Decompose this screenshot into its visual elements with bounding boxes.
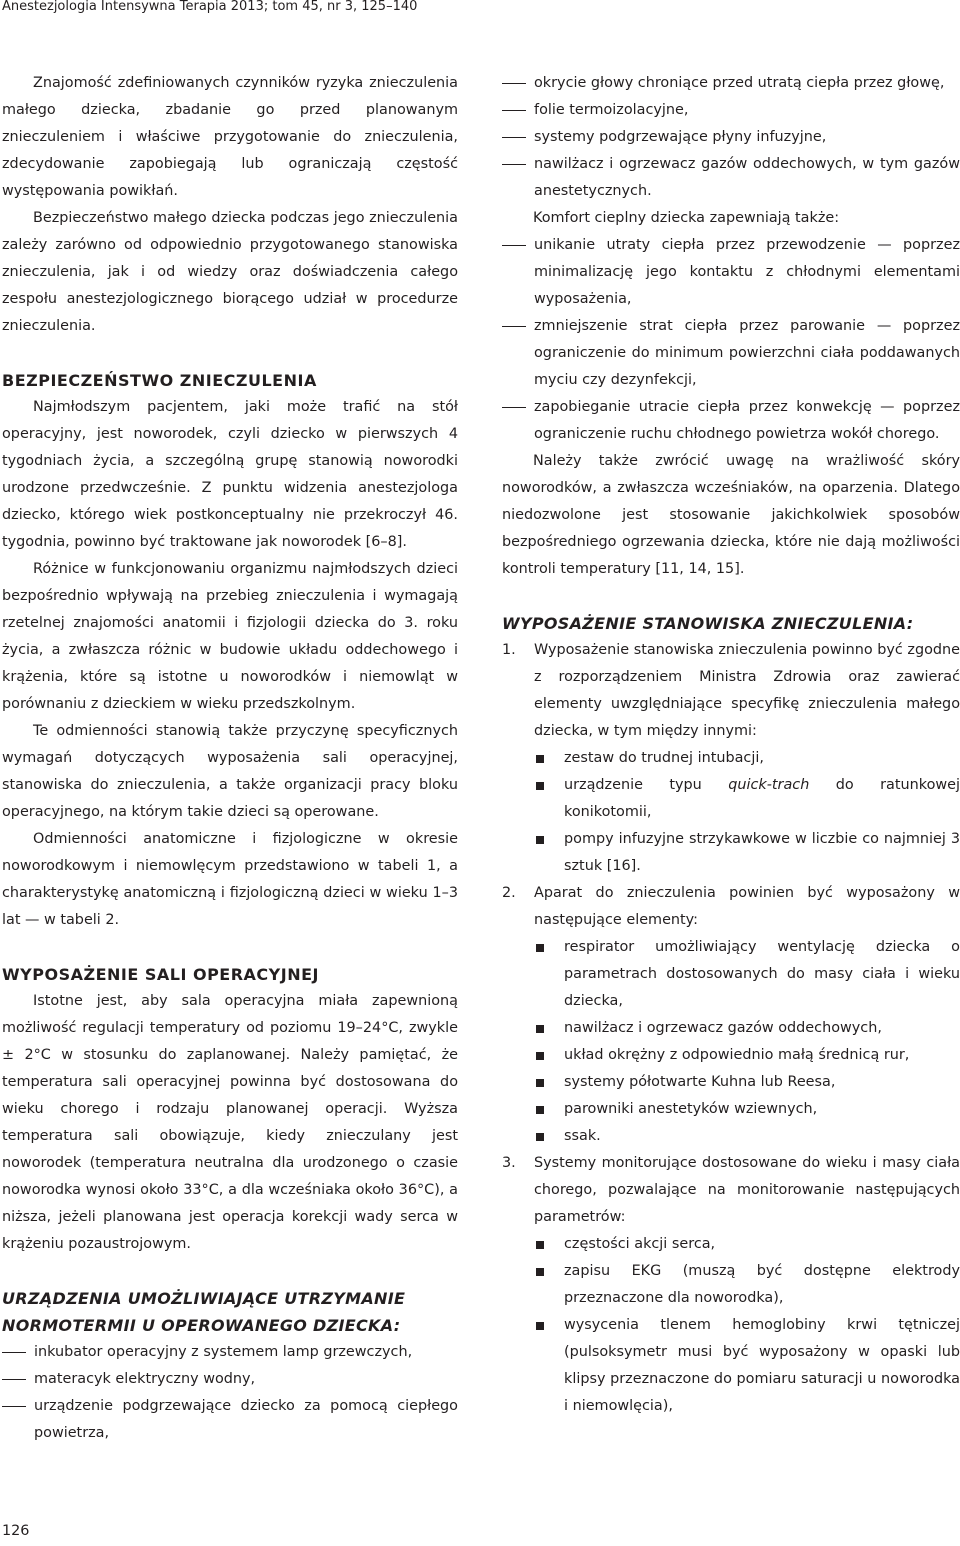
paragraph: Znajomość zdefiniowanych czynników ryzyka znieczulenia małego dziecka, zbadanie go przed planowanym znieczuleniem i właściwe przygotowanie do znieczulenia, zdecydowanie zapobiegają lub ograniczają częstość występowania powikłań. xyxy=(2,75,458,199)
dash-list xyxy=(502,232,960,448)
list-item: nawilżacz i ogrzewacz gazów oddechowych, w tym gazów anestetycznych. xyxy=(502,151,960,205)
bullet-list xyxy=(534,1231,960,1420)
item-number: 2. xyxy=(502,885,516,901)
numbered-list xyxy=(502,637,960,1420)
list-item: zmniejszenie strat ciepła przez parowanie — poprzez ograniczenie do minimum powierzchni ciała poddawanych myciu czy dezynfekcji, xyxy=(502,313,960,394)
item-number: 1. xyxy=(502,642,516,658)
numbered-item xyxy=(502,880,960,1150)
item-text: Systemy monitorujące dostosowane do wieku i masy ciała chorego, pozwalające na monitorowanie następujących parametrów: xyxy=(534,1155,960,1225)
numbered-item xyxy=(502,637,960,880)
bullet-item: systemy półotwarte Kuhna lub Reesa, xyxy=(534,1069,960,1096)
paragraph: Najmłodszym pacjentem, jaki może trafić na stół operacyjny, jest noworodek, czyli dziecko w pierwszych 4 tygodniach życia, a szczególną grupę stanowią noworodki urodzone przedwcześnie. Z punktu widzenia anestezjologa dziecko, którego wiek postkonceptualny nie przekroczył 46. tygodnia, powinno być traktowane jak noworodek [6–8]. xyxy=(2,399,458,550)
journal-header: Anestezjologia Intensywna Terapia 2013; tom 45, nr 3, 125–140 xyxy=(2,0,418,14)
bullet-text: do ratunkowej konikotomii, xyxy=(564,777,960,820)
section-heading: BEZPIECZEŃSTWO ZNIECZULENIA xyxy=(2,371,317,390)
item-text: Wyposażenie stanowiska znieczulenia powinno być zgodne z rozporządzeniem Ministra Zdrowia oraz zawierać elementy uwzględniające specyfikę znieczulenia małego dziecka, w tym między innymi: xyxy=(534,642,960,739)
bullet-item: układ okrężny z odpowiednio małą średnicą rur, xyxy=(534,1042,960,1069)
bullet-item: respirator umożliwiający wentylację dziecka o parametrach dostosowanych do masy ciała i wieku dziecka, xyxy=(534,934,960,1015)
bullet-item: wysycenia tlenem hemoglobiny krwi tętniczej (pulsoksymetr musi być wyposażony w opaski lub klipsy przeznaczone do pomiaru saturacji u noworodka i niemowlęcia), xyxy=(534,1312,960,1420)
bullet-item: zestaw do trudnej intubacji, xyxy=(534,745,960,772)
paragraph: Należy także zwrócić uwagę na wrażliwość skóry noworodków, a zwłaszcza wcześniaków, na oparzenia. Dlatego niedozwolone jest stosowanie jakichkolwiek sposobów bezpośredniego ogrzewania dziecka, które nie dają możliwości kontroli temperatury [11, 14, 15]. xyxy=(502,453,960,577)
bullet-item: ssak. xyxy=(534,1123,960,1150)
paragraph: Odmienności anatomiczne i fizjologiczne w okresie noworodkowym i niemowlęcym przedstawiono w tabeli 1, a charakterystykę anatomiczną i fizjologiczną dzieci w wieku 1–3 lat — w tabeli 2. xyxy=(2,831,458,928)
left-column xyxy=(2,70,458,1447)
bullet-item xyxy=(534,772,960,826)
list-item: folie termoizolacyjne, xyxy=(502,97,960,124)
bullet-item: nawilżacz i ogrzewacz gazów oddechowych, xyxy=(534,1015,960,1042)
paragraph: Istotne jest, aby sala operacyjna miała zapewnioną możliwość regulacji temperatury od poziomu 19–24°C, zwykle ± 2°C w stosunku do zaplanowanej. Należy pamiętać, że temperatura sali operacyjnej powinna być dostosowana do wieku chorego i rodzaju planowanej operacji. Wyższa temperatura sali obowiązuje, kiedy znieczulany jest noworodek (temperatura neutralna dla urodzonego o czasie noworodka wynosi około 33°C, a dla wcześniaka około 36°C), a niższa, jeżeli planowana jest operacja korekcji wady serca w krążeniu pozaustrojowym. xyxy=(2,993,458,1252)
bullet-item: częstości akcji serca, xyxy=(534,1231,960,1258)
list-item: okrycie głowy chroniące przed utratą ciepła przez głowę, xyxy=(502,70,960,97)
bullet-item: parowniki anestetyków wziewnych, xyxy=(534,1096,960,1123)
item-text: Aparat do znieczulenia powinien być wyposażony w następujące elementy: xyxy=(534,885,960,928)
right-column xyxy=(502,70,960,1420)
bullet-item: zapisu EKG (muszą być dostępne elektrody przeznaczone dla noworodka), xyxy=(534,1258,960,1312)
page-number: 126 xyxy=(2,1523,30,1539)
list-item: urządzenie podgrzewające dziecko za pomocą ciepłego powietrza, xyxy=(2,1393,458,1447)
section-heading: WYPOSAŻENIE SALI OPERACYJNEJ xyxy=(2,965,319,984)
bullet-item: pompy infuzyjne strzykawkowe w liczbie co najmniej 3 sztuk [16]. xyxy=(534,826,960,880)
section-heading: URZĄDZENIA UMOŻLIWIAJĄCE UTRZYMANIE NORMOTERMII U OPEROWANEGO DZIECKA: xyxy=(2,1289,406,1335)
paragraph: Te odmienności stanowią także przyczynę specyficznych wymagań dotyczących wyposażenia sali operacyjnej, stanowiska do znieczulenia, a także organizacji pracy bloku operacyjnego, na którym takie dzieci są operowane. xyxy=(2,723,458,820)
list-item: unikanie utraty ciepła przez przewodzenie — poprzez minimalizację jego kontaktu z chłodnymi elementami wyposażenia, xyxy=(502,232,960,313)
item-number: 3. xyxy=(502,1155,516,1171)
paragraph: Komfort cieplny dziecka zapewniają także: xyxy=(533,210,840,226)
paragraph: Różnice w funkcjonowaniu organizmu najmłodszych dzieci bezpośrednio wpływają na przebieg znieczulenia i wymagają rzetelnej znajomości anatomii i fizjologii dziecka do 3. roku życia, a zwłaszcza różnic w budowie układu oddechowego i krążenia, które są istotne u noworodków i niemowląt w porównaniu z dzieckiem w wieku przedszkolnym. xyxy=(2,561,458,712)
bullet-list xyxy=(534,934,960,1150)
section-heading: WYPOSAŻENIE STANOWISKA ZNIECZULENIA: xyxy=(502,614,914,633)
bullet-list xyxy=(534,745,960,880)
dash-list xyxy=(2,1339,458,1447)
numbered-item xyxy=(502,1150,960,1420)
bullet-text: urządzenie typu xyxy=(564,777,729,793)
dash-list xyxy=(502,70,960,205)
paragraph: Bezpieczeństwo małego dziecka podczas jego znieczulenia zależy zarówno od odpowiednio przygotowanego stanowiska znieczulenia, jak i od wiedzy oraz doświadczenia całego zespołu anestezjologicznego biorącego udział w procedurze znieczulenia. xyxy=(2,210,458,334)
list-item: materacyk elektryczny wodny, xyxy=(2,1366,458,1393)
list-item: inkubator operacyjny z systemem lamp grzewczych, xyxy=(2,1339,458,1366)
bullet-emphasis: quick-trach xyxy=(728,777,810,793)
list-item: systemy podgrzewające płyny infuzyjne, xyxy=(502,124,960,151)
list-item: zapobieganie utracie ciepła przez konwekcję — poprzez ograniczenie ruchu chłodnego powietrza wokół chorego. xyxy=(502,394,960,448)
